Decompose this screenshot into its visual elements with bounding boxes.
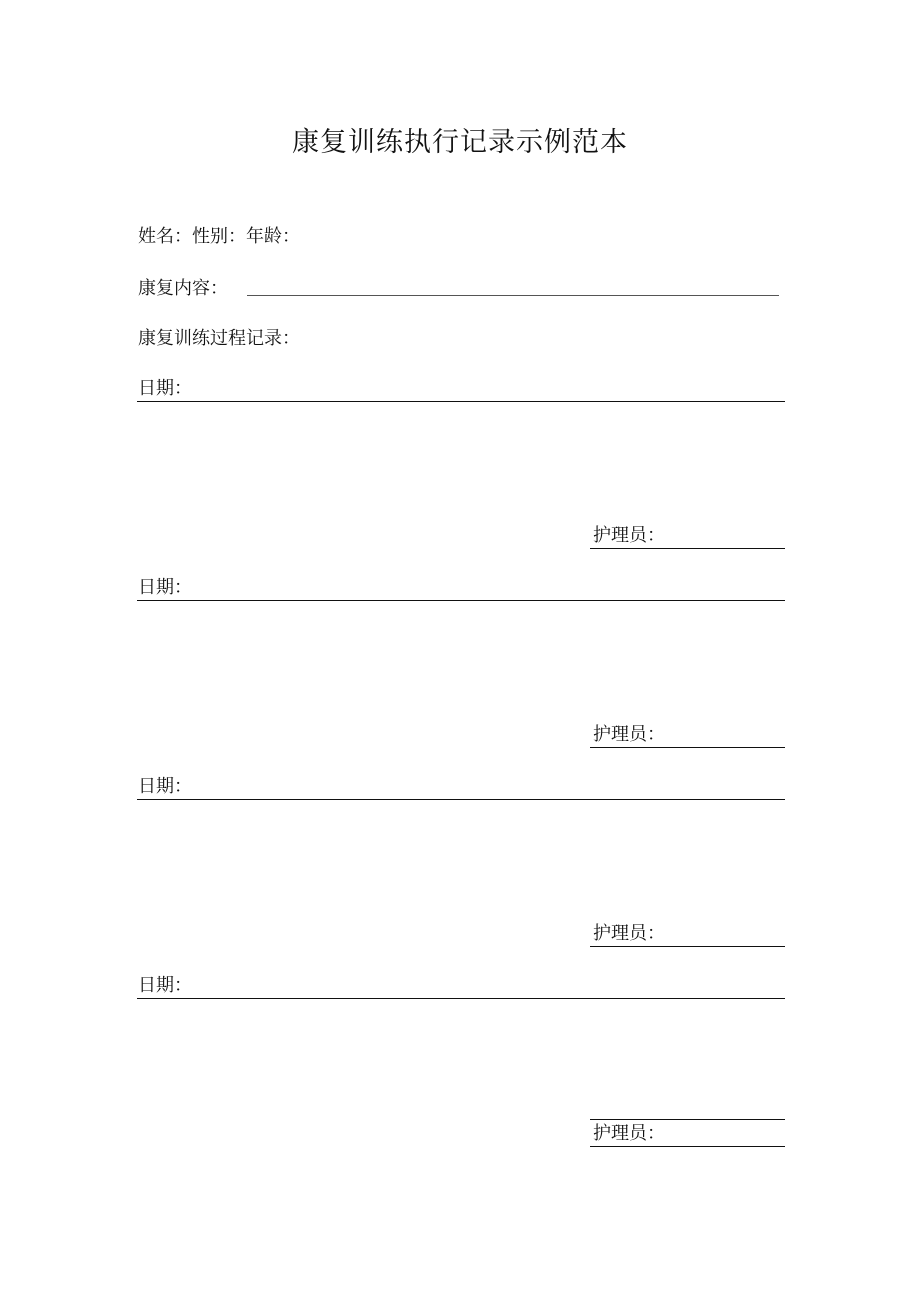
- record-4-nurse-line: [590, 1146, 785, 1147]
- name-gender-age-label: 姓名：性别：年龄：: [138, 226, 300, 247]
- document-title: 康复训练执行记录示例范本: [292, 127, 628, 158]
- record-3-date-line: [137, 799, 785, 800]
- record-4-date-line: [137, 998, 785, 999]
- record-3-nurse-line: [590, 946, 785, 947]
- record-3-date-label: 日期：: [138, 776, 192, 797]
- record-4-nurse-label: 护理员：: [593, 1123, 665, 1144]
- record-4-date-label: 日期：: [138, 975, 192, 996]
- process-record-label: 康复训练过程记录：: [138, 328, 300, 349]
- record-2-date-line: [137, 600, 785, 601]
- record-2-date-label: 日期：: [138, 577, 192, 598]
- content-fill-line: [247, 295, 779, 296]
- record-1-nurse-label: 护理员：: [593, 525, 665, 546]
- record-1-date-label: 日期：: [138, 378, 192, 399]
- record-1-nurse-line: [590, 548, 785, 549]
- record-4-nurse-top-line: [590, 1119, 785, 1120]
- record-2-nurse-line: [590, 747, 785, 748]
- record-2-nurse-label: 护理员：: [593, 724, 665, 745]
- record-3-nurse-label: 护理员：: [593, 923, 665, 944]
- record-1-date-line: [137, 401, 785, 402]
- content-label: 康复内容：: [138, 278, 228, 299]
